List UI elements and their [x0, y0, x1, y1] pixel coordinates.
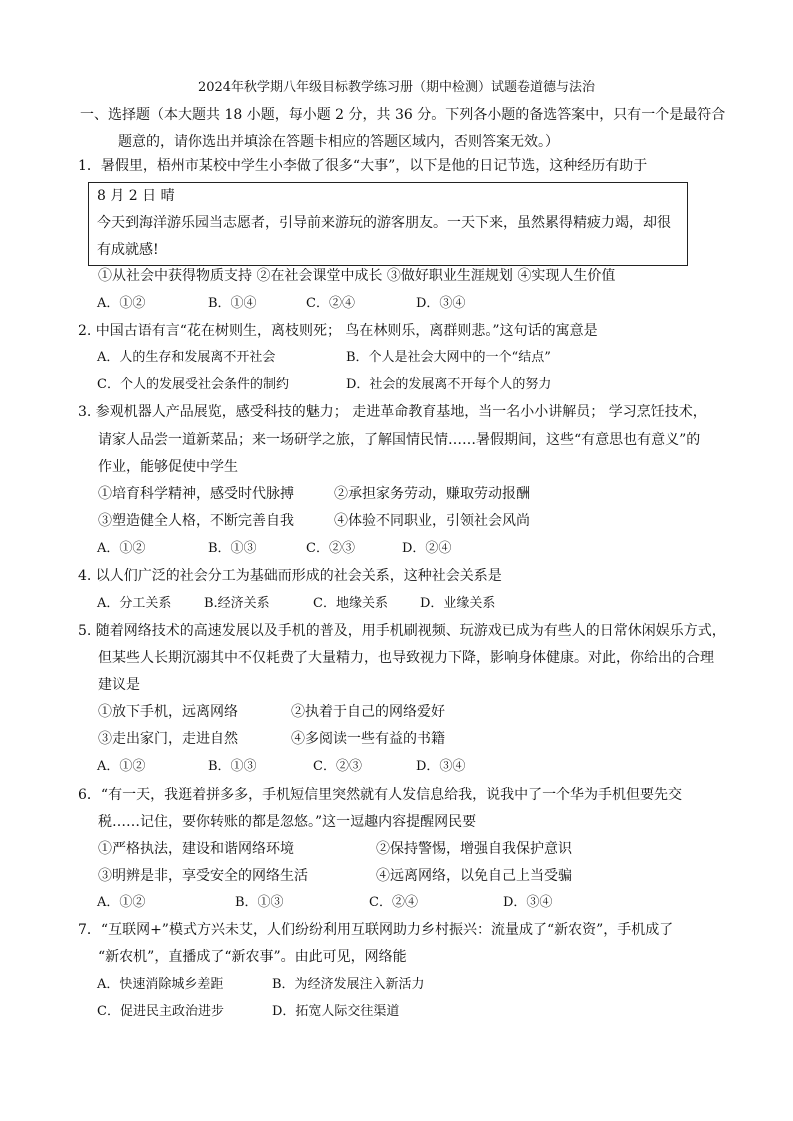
question-1-items: ①从社会中获得物质支持 ②在社会课堂中成长 ③做好职业生涯规划 ④实现人生价值 — [98, 268, 616, 284]
q3-option-c[interactable]: C．②③ — [306, 541, 355, 556]
q2-option-a[interactable]: A．人的生存和发展离不开社会 — [97, 350, 276, 365]
question-3-stem-3: 作业，能够促使中学生 — [98, 459, 238, 475]
q3-option-b[interactable]: B．①③ — [208, 541, 257, 556]
q6-item-1: ①严格执法，建设和谐网络环境 — [98, 841, 294, 857]
page-title: 2024年秋学期八年级目标教学练习册（期中检测）试题卷道德与法治 — [197, 80, 596, 95]
question-5-stem-1: 5. 随着网络技术的高速发展以及手机的普及，用手机刷视频、玩游戏已成为有些人的日常休闲娱乐方式， — [78, 623, 726, 639]
q4-option-c[interactable]: C．地缘关系 — [313, 596, 388, 611]
question-4-stem: 4. 以人们广泛的社会分工为基础而形成的社会关系，这种社会关系是 — [78, 568, 502, 584]
diary-line-1: 8 月 2 日 晴 — [97, 188, 175, 204]
question-2-stem: 2. 中国古语有言“花在树则生，离枝则死； 鸟在林则乐，离群则悲。”这句话的寓意是 — [78, 323, 598, 339]
q3-item-2: ②承担家务劳动，赚取劳动报酬 — [334, 486, 530, 502]
section-instructions — [80, 102, 726, 156]
q5-option-c[interactable]: C．②③ — [313, 759, 362, 774]
question-3-stem-1: 3. 参观机器人产品展览，感受科技的魅力； 走进革命教育基地，当一名小小讲解员； 学习烹饪技术， — [78, 404, 707, 420]
q1-option-d[interactable]: D．③④ — [416, 296, 466, 311]
q7-option-a[interactable]: A．快速消除城乡差距 — [97, 977, 224, 992]
q6-item-3: ③明辨是非，享受安全的网络生活 — [98, 868, 308, 884]
q1-option-c[interactable]: C．②④ — [306, 296, 355, 311]
q3-item-3: ③塑造健全人格，不断完善自我 — [98, 513, 294, 529]
q7-option-b[interactable]: B．为经济发展注入新活力 — [272, 977, 425, 992]
q5-item-4: ④多阅读一些有益的书籍 — [291, 731, 445, 747]
question-5-stem-3: 建议是 — [98, 677, 140, 693]
section-line-2: 题意的，请你选出并填涂在答题卡相应的答题区域内，否则答案无效。） — [118, 134, 559, 150]
section-line-1: 一、选择题（本大题共 18 小题，每小题 2 分，共 36 分。下列各小题的备选答案中，只有一个是最符合 — [80, 107, 726, 123]
q5-item-3: ③走出家门，走进自然 — [98, 731, 238, 747]
q5-option-a[interactable]: A．①② — [97, 759, 146, 774]
q6-option-a[interactable]: A．①② — [97, 895, 146, 910]
question-6-stem-2: 税……记住，要你转账的都是忽悠。”这一逗趣内容提醒网民要 — [98, 814, 477, 830]
q2-option-d[interactable]: D．社会的发展离不开每个人的努力 — [346, 377, 552, 392]
diary-line-2: 今天到海洋游乐园当志愿者，引导前来游玩的游客朋友。一天下来，虽然累得精疲力竭，却很 — [97, 215, 671, 231]
q6-option-d[interactable]: D．③④ — [503, 895, 553, 910]
q5-item-1: ①放下手机，远离网络 — [98, 704, 238, 720]
q5-item-2: ②执着于自己的网络爱好 — [291, 704, 445, 720]
q4-option-b[interactable]: B.经济关系 — [204, 596, 270, 611]
question-7-stem-2: “新农机”，直播成了“新农事”。由此可见，网络能 — [98, 949, 407, 965]
q6-option-b[interactable]: B．①③ — [235, 895, 284, 910]
q1-option-a[interactable]: A．①② — [97, 296, 146, 311]
question-1-stem: 1．暑假里，梧州市某校中学生小李做了很多“大事”，以下是他的日记节选，这种经历有助于 — [78, 158, 648, 174]
q3-item-1: ①培育科学精神，感受时代脉搏 — [98, 486, 294, 502]
q2-option-c[interactable]: C．个人的发展受社会条件的制约 — [97, 377, 289, 392]
question-3-stem-2: 请家人品尝一道新菜品；来一场研学之旅，了解国情民情……暑假期间，这些“有意思也有意义”的 — [98, 432, 701, 448]
question-7-stem-1: 7．“互联网+”模式方兴未艾，人们纷纷利用互联网助力乡村振兴：流量成了“新农资”，手机成了 — [78, 922, 674, 938]
q6-item-2: ②保持警惕，增强自我保护意识 — [376, 841, 572, 857]
diary-line-3: 有成就感! — [97, 242, 159, 258]
q3-option-d[interactable]: D．②④ — [402, 541, 452, 556]
q7-option-d[interactable]: D．拓宽人际交往渠道 — [272, 1004, 400, 1019]
q3-option-a[interactable]: A．①② — [97, 541, 146, 556]
q2-option-b[interactable]: B．个人是社会大网中的一个“结点” — [346, 350, 551, 365]
question-6-stem-1: 6．“有一天，我逛着拼多多，手机短信里突然就有人发信息给我，说我中了一个华为手机但要先交 — [78, 787, 683, 803]
q5-option-d[interactable]: D．③④ — [416, 759, 466, 774]
question-5-stem-2: 但某些人长期沉溺其中不仅耗费了大量精力，也导致视力下降，影响身体健康。对此，你给出的合理 — [98, 650, 714, 666]
q3-item-4: ④体验不同职业，引领社会风尚 — [334, 513, 530, 529]
diary-box — [88, 182, 688, 266]
q6-item-4: ④远离网络，以免自己上当受骗 — [376, 868, 572, 884]
q7-option-c[interactable]: C．促进民主政治进步 — [97, 1004, 224, 1019]
q4-option-a[interactable]: A．分工关系 — [97, 596, 172, 611]
q6-option-c[interactable]: C．②④ — [369, 895, 418, 910]
q4-option-d[interactable]: D．业缘关系 — [420, 596, 496, 611]
q5-option-b[interactable]: B．①③ — [208, 759, 257, 774]
q1-option-b[interactable]: B．①④ — [208, 296, 257, 311]
